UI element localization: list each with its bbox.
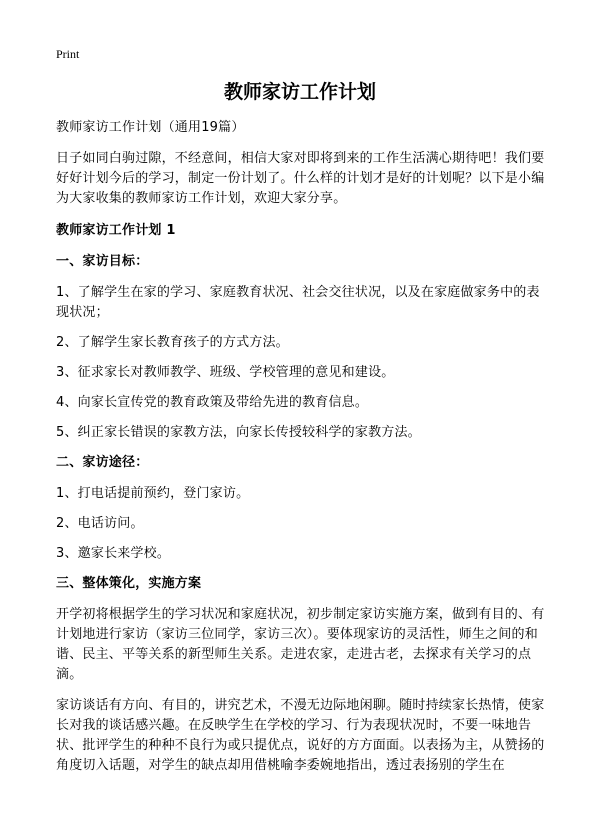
part2-heading: 二、家访途径： [56,455,149,470]
part1-heading: 一、家访目标： [56,254,149,269]
section-title: 教师家访工作计划 1 [56,223,176,238]
list-item: 2、电话访问。 [56,516,144,531]
part3-heading: 三、整体策化，实施方案 [56,576,202,591]
list-item: 2、了解学生家长教育孩子的方式方法。 [56,335,289,350]
list-item: 3、征求家长对教师教学、班级、学校管理的意见和建设。 [56,365,395,380]
list-item: 5、纠正家长错误的家教方法，向家长传授较科学的家教方法。 [56,425,421,440]
document-title: 教师家访工作计划 [223,81,376,103]
document-body [56,118,550,787]
intro-paragraph: 日子如同白驹过隙，不经意间，相信大家对即将到来的工作生活满心期待吧！我们要好好计划今后的学习，制定一份计划了。什么样的计划才是好的计划呢？以下是小编为大家收集的教师家访工作计划，欢迎大家分享。 [56,151,545,206]
print-link[interactable]: Print [56,47,80,61]
list-item: 1、打电话提前预约，登门家访。 [56,486,250,501]
body-paragraph: 家访谈话有方向、有目的，讲究艺术，不漫无边际地闲聊。随时持续家长热情，使家长对我的谈话感兴趣。在反映学生在学校的学习、行为表现状况时，不要一味地告状、批评学生的种种不良行为或只提优点，说好的方方面面。以表扬为主，从赞扬的角度切入话题，对学生的缺点却用借桃喻李委婉地指出，透过表扬别的学生在 [56,698,545,773]
list-item: 1、了解学生在家的学习、家庭教育状况、社会交往状况，以及在家庭做家务中的表现状况； [56,285,540,320]
list-item: 3、邀家长来学校。 [56,546,171,561]
list-item: 4、向家长宣传党的教育政策及带给先进的教育信息。 [56,395,369,410]
body-paragraph: 开学初将根据学生的学习状况和家庭状况，初步制定家访实施方案，做到有目的、有计划地进行家访（家访三位同学，家访三次）。要体现家访的灵活性，师生之间的和谐、民主、平等关系的新型师生关系。走进农家，走进古老，去探求有关学习的点滴。 [56,607,545,682]
document-subtitle: 教师家访工作计划（通用19篇） [56,120,245,135]
